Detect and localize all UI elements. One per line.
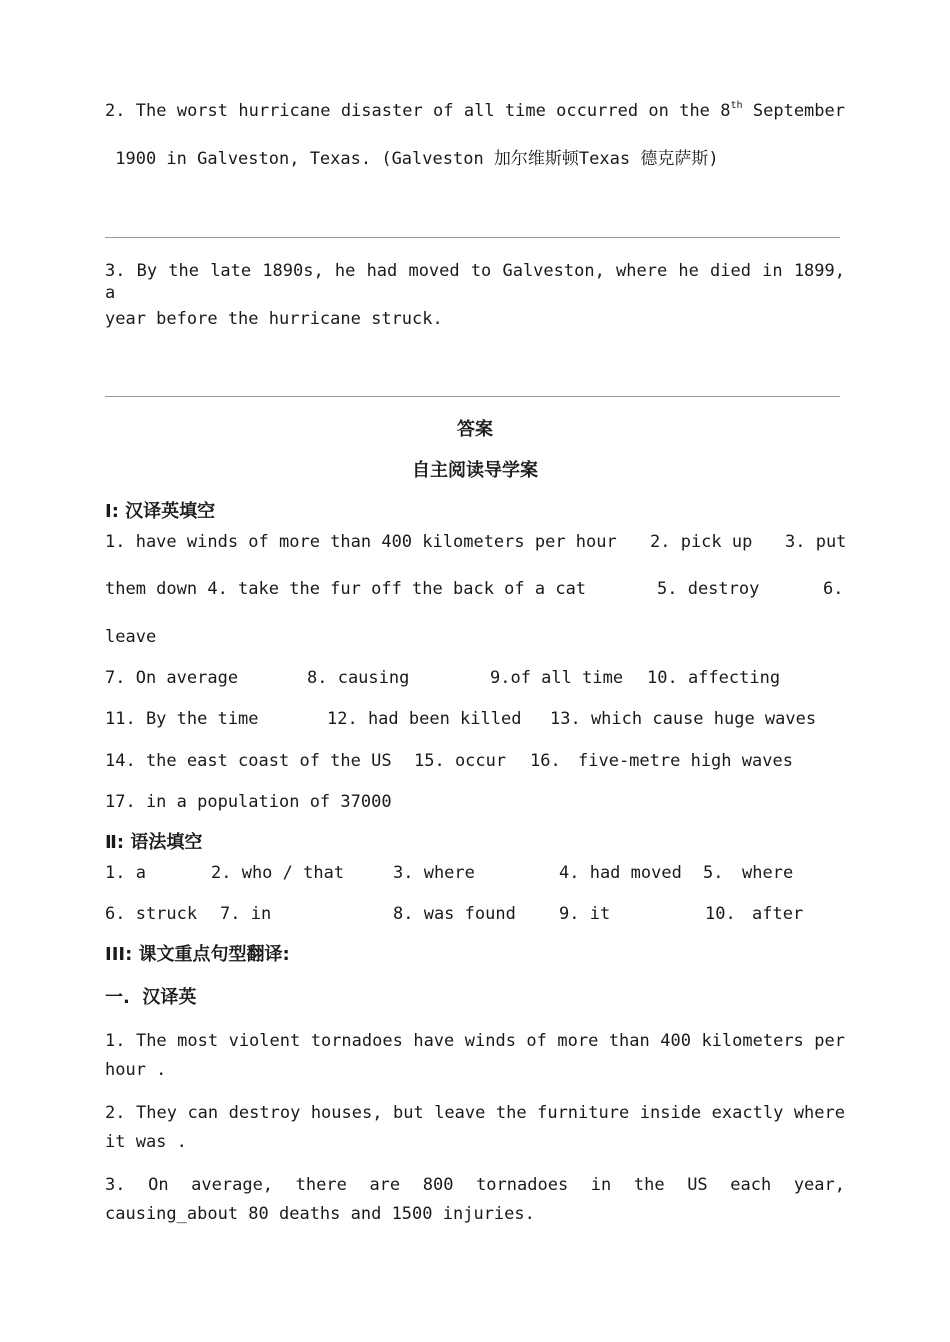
answer-item: 11. By the time xyxy=(105,709,259,729)
answer-item: 5. destroy xyxy=(657,579,760,599)
answer-item: 14. the east coast of the US xyxy=(105,751,392,771)
answer-item: 4. had moved xyxy=(559,863,682,883)
answer-item: 5. xyxy=(703,863,724,883)
answer-item: 7. On average xyxy=(105,668,239,688)
part2-heading: Ⅱ: 语法填空 xyxy=(105,832,203,853)
answer-item: five-metre high waves xyxy=(578,751,793,771)
answer-item: 9. it xyxy=(559,904,611,924)
answer-line-2 xyxy=(105,396,840,397)
part3-heading: III: 课文重点句型翻译: xyxy=(105,944,290,965)
answer-item: 15. occur xyxy=(414,751,507,771)
q2-line-1 xyxy=(105,100,845,122)
q2-text: 2. The worst hurricane disaster of all time occurred on the 8 xyxy=(105,101,731,121)
q2-text-suffix: September xyxy=(742,101,846,121)
answer-item: 12. had been killed xyxy=(327,709,522,729)
answer-item: 8. causing xyxy=(307,668,410,688)
q2-line-2: 1900 in Galveston, Texas. (Galveston 加尔维斯顿Texas 德克萨斯) xyxy=(105,149,719,169)
answer-item: 13. which cause huge waves xyxy=(550,709,817,729)
answer-item: 2. who / that xyxy=(211,863,345,883)
translation-sentence: 3. On average, there are 800 tornadoes in the US each year, causing_about 80 deaths and 1500 injuries. xyxy=(105,1175,845,1224)
answer-item: 10. affecting xyxy=(647,668,781,688)
answer-item: 6. struck xyxy=(105,904,198,924)
answer-item: 10. xyxy=(705,904,736,924)
answer-item: leave xyxy=(105,627,157,647)
answer-item: 3. put xyxy=(785,532,847,552)
answers-title: 答案 xyxy=(457,419,493,440)
translation-sentence: 1. The most violent tornadoes have winds of more than 400 kilometers per hour . xyxy=(105,1031,845,1080)
part3-subheading: 一. 汉译英 xyxy=(105,987,197,1008)
answer-item: 6. xyxy=(823,579,844,599)
answer-item: 2. pick up xyxy=(650,532,753,552)
section-title: 自主阅读导学案 xyxy=(412,460,538,481)
answer-item: where xyxy=(742,863,794,883)
answer-item: 1. have winds of more than 400 kilometers per hour xyxy=(105,532,617,552)
superscript-th: th xyxy=(730,100,743,111)
translation-sentence: 2. They can destroy houses, but leave the furniture inside exactly where it was . xyxy=(105,1103,845,1152)
answer-item: after xyxy=(752,904,804,924)
answer-line-1 xyxy=(105,237,840,238)
q3-line-2: year before the hurricane struck. xyxy=(105,309,443,329)
answer-item: 7. in xyxy=(220,904,272,924)
part1-heading: Ⅰ: 汉译英填空 xyxy=(105,501,216,522)
answer-item: 9.of all time xyxy=(490,668,624,688)
answer-item: 8. was found xyxy=(393,904,516,924)
answer-item: 16. xyxy=(530,751,561,771)
answer-item: 1. a xyxy=(105,863,146,883)
answer-item: 17. in a population of 37000 xyxy=(105,792,392,812)
q3-line-1: 3. By the late 1890s, he had moved to Galveston, where he died in 1899, a xyxy=(105,261,845,303)
answer-item: 3. where xyxy=(393,863,475,883)
answer-item: them down 4. take the fur off the back of a cat xyxy=(105,579,587,599)
